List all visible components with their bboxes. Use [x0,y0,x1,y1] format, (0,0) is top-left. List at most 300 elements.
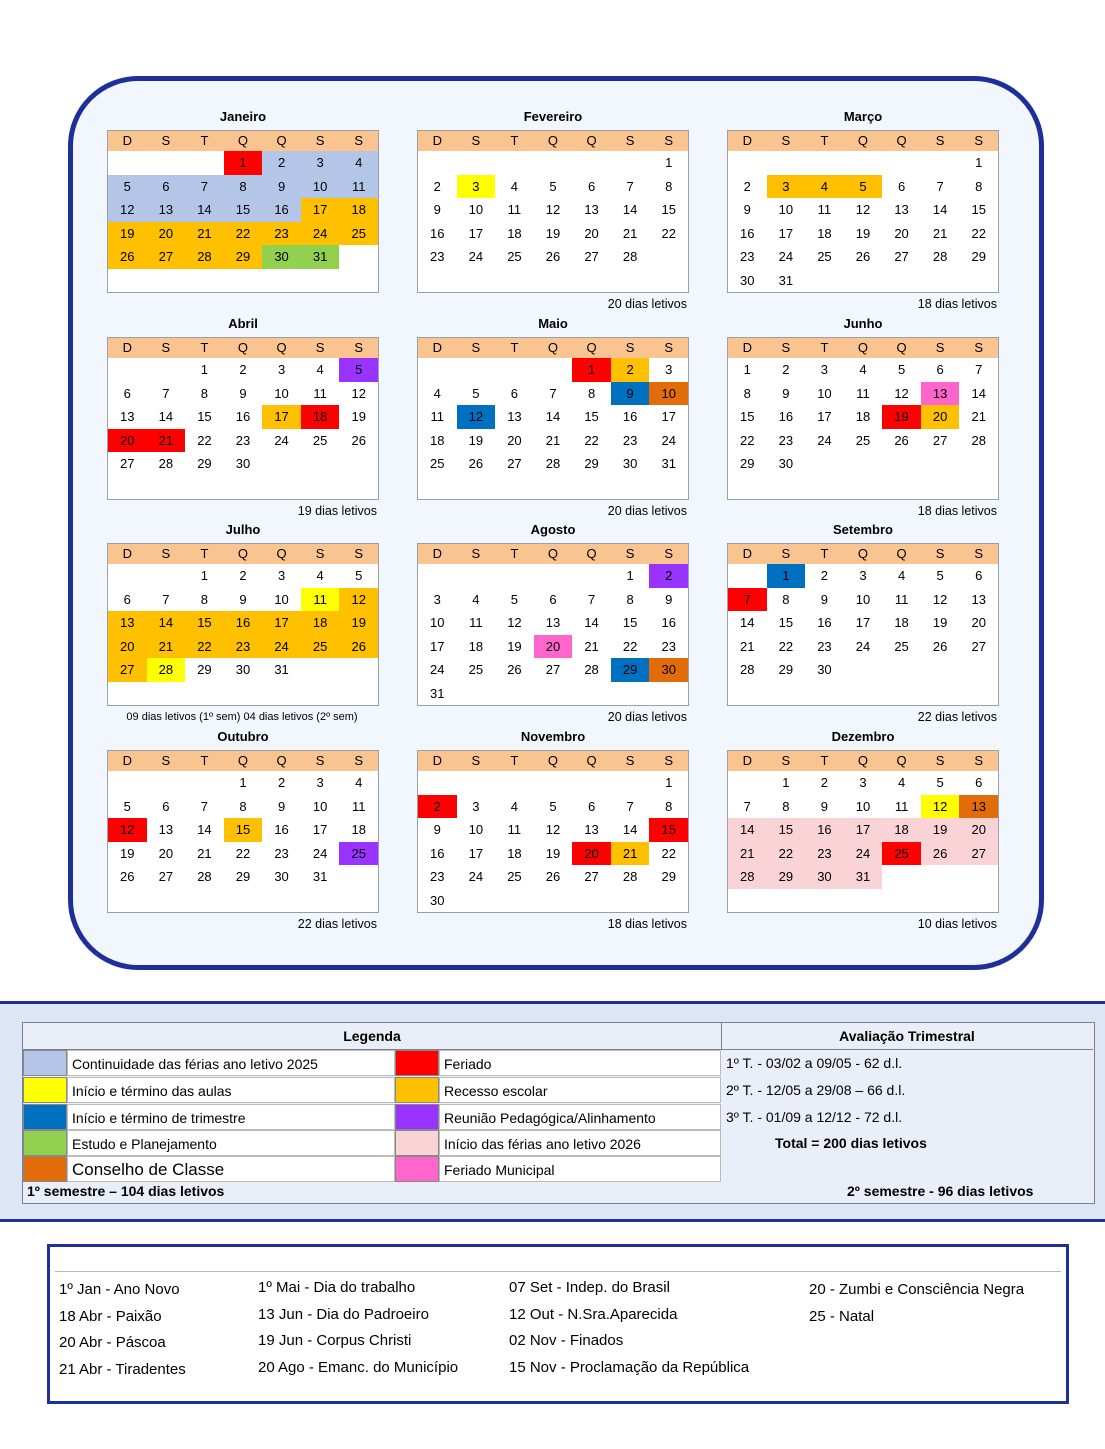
day-cell: 30 [235,662,251,677]
day-cell: 14 [545,409,561,424]
day-cell: 31 [430,685,445,701]
day-cell: 9 [820,591,829,607]
day-cell: 14 [147,611,186,635]
day-cell: 29 [235,869,251,884]
weekday-label: Q [237,753,249,768]
day-cell: 8 [975,178,983,194]
legend-title: Legenda [23,1023,722,1050]
days-grid [418,151,688,292]
legend-swatch [395,1050,439,1076]
empty-cell [418,151,457,175]
day-cell: 10 [855,798,871,814]
day-cell: 30 [805,865,844,889]
day-cell: 30 [274,869,289,884]
weekday-label: S [315,133,325,148]
day-cell: 24 [430,662,445,677]
empty-cell [457,682,496,706]
day-cell: 7 [549,385,557,401]
day-cell: 15 [584,409,599,424]
day-cell: 23 [661,638,676,654]
day-cell: 4 [316,568,324,583]
holiday-item: 19 Jun - Corpus Christi [258,1332,412,1349]
day-cell: 21 [622,225,638,241]
day-cell: 8 [200,591,209,607]
empty-cell [805,151,844,175]
empty-cell [921,682,960,706]
day-cell: 1 [200,362,209,377]
empty-cell [457,564,496,588]
day-cell: 20 [894,225,909,241]
weekday-label: S [781,546,791,561]
empty-cell [339,476,378,500]
day-cell: 10 [301,175,340,199]
day-cell: 2 [611,358,650,382]
holiday-item: 15 Nov - Proclamação da República [509,1358,750,1376]
holidays-column-1 [59,1277,186,1383]
day-cell: 7 [162,385,170,401]
empty-cell [185,269,224,293]
day-cell: 31 [274,662,289,677]
month-grid [727,337,999,500]
legend-table [22,1022,1095,1204]
holiday-item: 25 - Natal [809,1307,875,1325]
day-cell: 29 [767,865,806,889]
weekday-label: D [742,546,752,561]
empty-cell [495,771,534,795]
holiday-item: 20 Ago - Emanc. do Município [258,1358,459,1376]
day-cell: 27 [584,869,599,884]
weekday-label: T [820,133,829,148]
avaliacao-title: Avaliação Trimestral [721,1023,1093,1050]
empty-cell [185,771,224,795]
weekday-header [108,544,378,564]
day-cell: 4 [859,362,867,377]
day-cell: 22 [584,432,599,448]
day-cell: 10 [468,822,484,837]
day-cell: 18 [507,225,522,241]
day-cell: 24 [817,432,832,448]
empty-cell [959,682,998,706]
weekday-label: D [432,546,442,561]
empty-cell [495,889,534,913]
empty-cell [418,771,457,795]
empty-cell [805,269,844,293]
weekday-label: T [820,546,829,561]
day-cell: 2 [782,362,790,377]
day-cell: 18 [894,615,909,630]
day-cell: 19 [339,611,378,635]
day-cell: 15 [649,818,688,842]
day-cell: 20 [959,818,998,842]
days-grid [728,771,998,912]
month-grid [417,543,689,706]
day-cell: 10 [649,382,688,406]
day-cell: 16 [778,409,794,424]
day-cell: 24 [262,635,301,659]
empty-cell [147,682,186,706]
empty-cell [844,682,883,706]
day-cell: 26 [545,869,561,884]
days-grid [418,771,688,912]
day-cell: 13 [108,611,147,635]
day-cell: 6 [975,568,983,583]
day-cell: 7 [185,175,224,199]
day-cell: 9 [433,202,441,217]
day-cell: 15 [740,409,755,424]
weekday-label: S [354,546,364,561]
school-days-count: 18 dias letivos [607,917,687,931]
empty-cell [495,358,534,382]
day-cell: 5 [936,568,944,583]
weekday-label: S [935,133,945,148]
weekday-label: T [820,753,829,768]
day-cell: 20 [921,405,960,429]
day-cell: 30 [262,245,301,269]
day-cell: 11 [507,822,522,837]
weekday-header [418,131,688,151]
day-cell: 21 [584,638,599,654]
day-cell: 5 [549,798,557,814]
weekday-label: Q [896,753,907,768]
legend-label: Conselho de Classe [67,1156,395,1182]
month-grid [417,750,689,913]
day-cell: 9 [262,175,301,199]
day-cell: 17 [262,405,301,429]
day-cell: 9 [665,591,673,607]
weekday-label: T [510,546,519,561]
day-cell: 23 [274,845,289,861]
legend-label: Estudo e Planejamento [67,1130,395,1156]
empty-cell [649,269,688,293]
empty-cell [534,771,573,795]
month-3 [727,104,999,315]
school-days-count: 22 dias letivos [917,710,997,724]
day-cell: 25 [855,432,871,448]
day-cell: 29 [778,662,794,677]
day-cell: 8 [587,385,596,401]
day-cell: 2 [433,178,441,194]
day-cell: 3 [472,798,480,814]
day-cell: 17 [262,611,301,635]
day-cell: 19 [545,225,561,241]
legend-label: Início e término das aulas [67,1077,395,1103]
day-cell: 22 [767,842,806,866]
day-cell: 1 [626,568,634,583]
day-cell: 12 [545,202,561,217]
day-cell: 19 [855,225,871,241]
empty-cell [495,682,534,706]
weekday-label: Q [276,340,287,355]
empty-cell [728,682,767,706]
day-cell: 5 [472,385,480,401]
school-days-count: 19 dias letivos [297,504,377,518]
day-cell: 25 [894,638,909,654]
day-cell: 24 [844,842,883,866]
empty-cell [185,889,224,913]
day-cell: 23 [430,869,445,884]
day-cell: 13 [158,822,174,837]
empty-cell [457,358,496,382]
day-cell: 19 [120,845,135,861]
day-cell: 2 [820,568,829,583]
day-cell: 19 [921,818,960,842]
day-cell: 14 [932,202,948,217]
day-cell: 13 [545,615,561,630]
day-cell: 12 [339,588,378,612]
empty-cell [611,269,650,293]
empty-cell [339,865,378,889]
day-cell: 2 [239,362,247,377]
month-grid [107,337,379,500]
weekday-label: Q [237,340,249,355]
day-cell: 31 [312,869,328,884]
empty-cell [767,889,806,913]
day-cell: 27 [545,662,561,677]
day-cell: 2 [418,795,457,819]
day-cell: 30 [649,658,688,682]
empty-cell [611,151,650,175]
day-cell: 3 [277,362,286,377]
day-cell: 19 [545,845,561,861]
holiday-item: 1º Mai - Dia do trabalho [258,1279,416,1296]
day-cell: 16 [430,225,445,241]
day-cell: 13 [120,409,135,424]
legend-swatch [395,1104,439,1130]
empty-cell [844,476,883,500]
day-cell: 12 [507,615,522,630]
weekday-header [728,544,998,564]
empty-cell [418,358,457,382]
day-cell: 9 [433,822,441,837]
month-grid [727,543,999,706]
day-cell: 22 [224,222,263,246]
weekday-header [418,751,688,771]
weekday-label: S [471,546,481,561]
day-cell: 4 [805,175,844,199]
weekday-label: D [742,133,752,148]
empty-cell [224,476,263,500]
day-cell: 24 [468,869,484,884]
day-cell: 2 [820,775,829,790]
legend-label: Feriado Municipal [439,1156,721,1182]
day-cell: 9 [239,591,247,607]
day-cell: 26 [932,638,948,654]
school-days-count: 18 dias letivos [917,297,997,311]
day-cell: 25 [339,222,378,246]
day-cell: 24 [855,638,871,654]
day-cell: 26 [108,245,147,269]
day-cell: 6 [975,775,983,790]
day-cell: 20 [158,845,174,861]
day-cell: 30 [817,662,832,677]
day-cell: 19 [932,615,948,630]
day-cell: 18 [855,409,871,424]
day-cell: 10 [468,202,484,217]
empty-cell [147,476,186,500]
empty-cell [921,452,960,476]
day-cell: 7 [626,798,634,814]
days-grid [418,358,688,499]
day-cell: 14 [740,615,755,630]
day-cell: 15 [197,409,212,424]
weekday-label: T [510,340,519,355]
month-title: Julho [225,522,261,537]
avaliacao-total: Total = 200 dias letivos [775,1135,927,1151]
empty-cell [805,452,844,476]
day-cell: 29 [197,456,212,471]
day-cell: 23 [805,842,844,866]
empty-cell [649,245,688,269]
day-cell: 10 [855,591,871,607]
day-cell: 14 [185,198,224,222]
day-cell: 9 [277,798,286,814]
day-cell: 5 [355,568,363,583]
day-cell: 10 [312,798,328,814]
empty-cell [882,658,921,682]
day-cell: 23 [817,638,832,654]
day-cell: 29 [661,869,676,884]
day-cell: 22 [740,432,755,448]
day-cell: 26 [921,842,960,866]
empty-cell [108,682,147,706]
day-cell: 21 [197,845,212,861]
day-cell: 24 [468,249,484,264]
day-cell: 30 [740,272,755,288]
day-cell: 8 [782,798,790,814]
weekday-label: S [161,546,171,561]
empty-cell [534,358,573,382]
day-cell: 6 [549,591,557,607]
day-cell: 17 [661,409,676,424]
weekday-label: T [200,340,209,355]
day-cell: 27 [147,245,186,269]
weekday-label: Q [276,546,287,561]
day-cell: 13 [971,591,986,607]
day-cell: 13 [921,382,960,406]
day-cell: 8 [782,591,790,607]
day-cell: 8 [224,175,263,199]
empty-cell [882,889,921,913]
day-cell: 5 [108,175,147,199]
holiday-item: 07 Set - Indep. do Brasil [509,1279,670,1296]
legend-swatch [23,1077,67,1103]
day-cell: 4 [339,151,378,175]
empty-cell [572,564,611,588]
day-cell: 29 [611,658,650,682]
month-title: Setembro [833,522,893,537]
day-cell: 4 [510,178,519,194]
weekday-header [108,131,378,151]
day-cell: 29 [584,456,599,471]
weekday-label: Q [276,133,287,148]
day-cell: 27 [894,249,909,264]
day-cell: 17 [817,409,832,424]
empty-cell [572,269,611,293]
day-cell: 7 [743,798,751,814]
weekday-label: D [742,753,752,768]
day-cell: 14 [584,615,599,630]
weekday-label: D [432,133,442,148]
day-cell: 20 [507,432,522,448]
month-grid [417,337,689,500]
empty-cell [767,682,806,706]
month-grid [417,130,689,293]
day-cell: 26 [339,635,378,659]
day-cell: 3 [665,362,673,377]
day-cell: 25 [882,842,921,866]
day-cell: 18 [430,432,445,448]
empty-cell [108,889,147,913]
day-cell: 14 [622,822,638,837]
day-cell: 5 [844,175,883,199]
day-cell: 28 [728,865,767,889]
empty-cell [959,269,998,293]
month-grid [727,130,999,293]
day-cell: 22 [622,638,638,654]
weekday-label: S [974,546,984,561]
day-cell: 28 [158,456,174,471]
legend-swatch [395,1130,439,1156]
day-cell: 20 [971,615,986,630]
month-grid [107,750,379,913]
day-cell: 23 [235,432,251,448]
month-10 [107,724,379,935]
day-cell: 17 [778,225,794,241]
weekday-label: Q [237,546,249,561]
day-cell: 11 [301,588,340,612]
day-cell: 21 [971,409,986,424]
weekday-label: S [974,133,984,148]
day-cell: 20 [534,635,573,659]
legend-section [0,1001,1105,1222]
day-cell: 11 [339,175,378,199]
day-cell: 28 [185,245,224,269]
day-cell: 21 [740,638,755,654]
legend-swatch [395,1077,439,1103]
day-cell: 13 [959,795,998,819]
months-container [107,104,1000,949]
weekday-label: Q [896,546,907,561]
day-cell: 16 [262,198,301,222]
weekday-label: Q [237,133,249,148]
day-cell: 11 [894,798,909,814]
day-cell: 16 [805,818,844,842]
day-cell: 4 [433,385,441,401]
weekday-label: S [161,133,171,148]
day-cell: 22 [661,845,676,861]
empty-cell [301,889,340,913]
empty-cell [921,151,960,175]
day-cell: 21 [545,432,561,448]
holidays-box [47,1244,1069,1404]
weekday-label: S [625,133,635,148]
day-cell: 30 [778,456,794,471]
day-cell: 11 [351,798,366,814]
day-cell: 1 [665,155,673,170]
day-cell: 13 [584,822,599,837]
weekday-label: Q [896,340,907,355]
holiday-item: 13 Jun - Dia do Padroeiro [258,1305,429,1323]
day-cell: 25 [430,456,445,471]
day-cell: 19 [507,638,522,654]
empty-cell [262,682,301,706]
empty-cell [108,476,147,500]
day-cell: 27 [971,638,986,654]
avaliacao-t3: 3º T. - 01/09 a 12/12 - 72 d.l. [726,1109,903,1125]
day-cell: 28 [622,869,638,884]
day-cell: 13 [584,202,599,217]
empty-cell [108,564,147,588]
